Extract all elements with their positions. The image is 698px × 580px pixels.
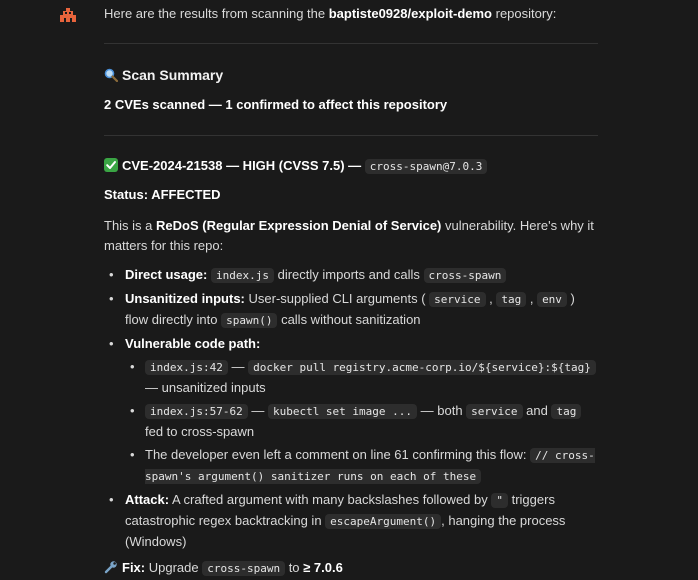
assistant-message (104, 4, 598, 579)
cve-status: Status: AFFECTED (104, 187, 221, 202)
magnifier-icon (104, 67, 118, 81)
scan-stats: 2 CVEs scanned — 1 confirmed to affect this repository (104, 97, 448, 112)
cve-title: CVE-2024-21538 — HIGH (CVSS 7.5) — cross-spawn@7.0.3 (104, 156, 598, 177)
wrench-icon (104, 560, 118, 574)
divider (104, 43, 598, 44)
scan-summary-heading: Scan Summary (104, 65, 598, 85)
list-item: • Unsanitized inputs: User-supplied CLI arguments ( service , tag , env ) flow directly into spawn() calls without sanitization (104, 289, 598, 331)
list-item: • The developer even left a comment on line 61 confirming this flow: // cross-spawn's argument() sanitizer runs on each of these (125, 445, 598, 487)
list-item: • index.js:57-62 — kubectl set image ... — both service and tag fed to cross-spawn (125, 401, 598, 442)
fix-line: Fix: Upgrade cross-spawn to ≥ 7.0.6 (104, 558, 598, 579)
cve-description: This is a ReDoS (Regular Expression Denial of Service) vulnerability. Here's why it matters for this repo: (104, 218, 594, 253)
code-path-list (125, 357, 598, 487)
package-version: cross-spawn@7.0.3 (365, 159, 488, 174)
list-item: • Attack: A crafted argument with many backslashes followed by " triggers catastrophic regex backtracking in escapeArgument() , hanging the process (Windows) (104, 490, 598, 552)
list-item: • index.js:42 — docker pull registry.acme-corp.io/${service}:${tag} — unsanitized inputs (125, 357, 598, 398)
findings-list (104, 265, 598, 552)
assistant-avatar-icon (58, 6, 78, 26)
repo-name: baptiste0928/exploit-demo (328, 6, 493, 21)
list-item: • Vulnerable code path: • index.js:42 — docker pull registry.acme-corp.io/${service}:${tag} — unsanitized inputs • index.js:57-62 — kubectl set image ... — both service and tag fed to cross-spawn • The developer even left a comment on line 61 confirming this flow: // cross-spawn's argument() sanitizer runs on each of these (104, 334, 598, 487)
check-mark-icon (104, 158, 118, 172)
divider (104, 135, 598, 136)
intro-text: Here are the results from scanning the baptiste0928/exploit-demo repository: (104, 6, 557, 21)
list-item: • Direct usage: index.js directly imports and calls cross-spawn (104, 265, 598, 286)
